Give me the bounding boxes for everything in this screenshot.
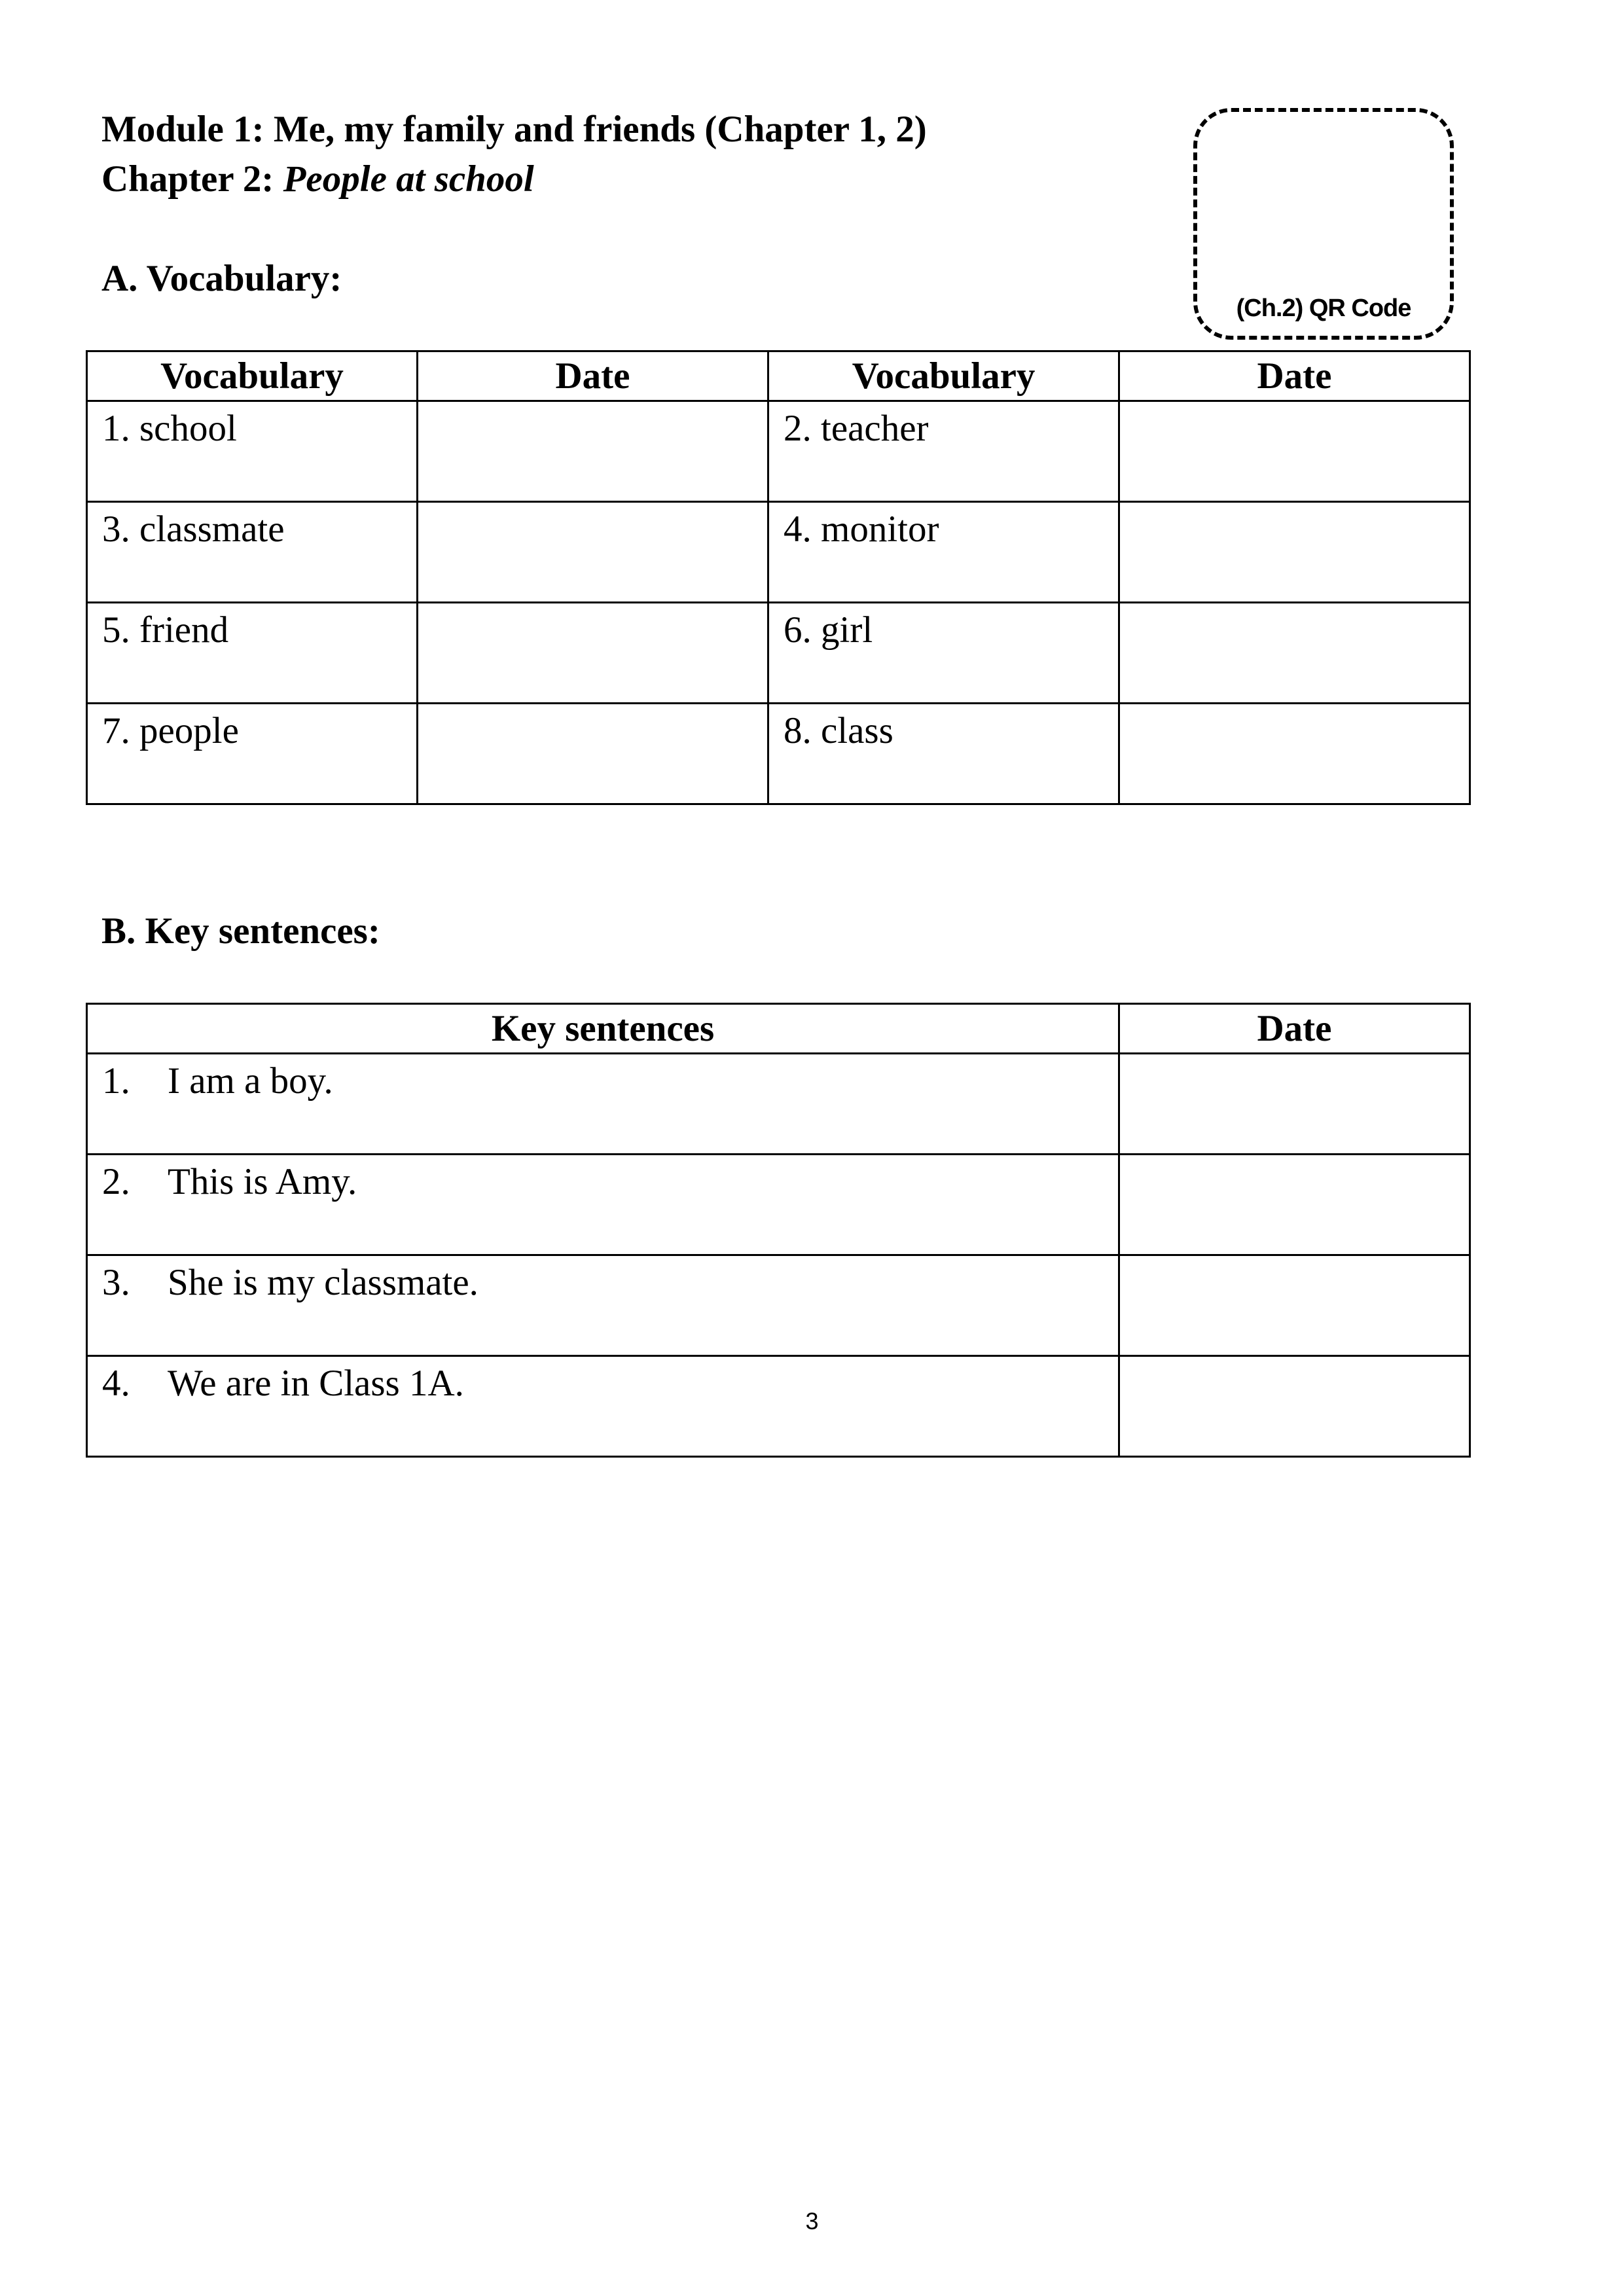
vocab-cell [87,502,418,603]
vocab-cell [768,704,1119,804]
vocab-word: 5. friend [102,609,229,651]
section-a-title: A. Vocabulary: [101,258,342,299]
chapter-name: People at school [283,158,534,200]
sentence-number: 4. [102,1363,130,1404]
date-cell[interactable] [1119,603,1470,704]
table-row [87,1054,1470,1155]
sentence-cell [87,1255,1119,1356]
table-row [87,704,1470,804]
sentence-number: 3. [102,1262,130,1303]
vocab-word: 3. classmate [102,509,285,550]
table-row [87,1356,1470,1457]
vocab-word: 6. girl [784,609,873,651]
vocab-cell [768,603,1119,704]
table-header-row [87,1004,1470,1054]
vocab-cell [87,704,418,804]
qr-code-placeholder [1193,108,1454,340]
sentence-text: This is Amy. [168,1161,357,1202]
header-vocabulary: Vocabulary [87,351,418,401]
sentence-text: We are in Class 1A. [168,1363,464,1404]
date-cell[interactable] [418,704,768,804]
table-row [87,1255,1470,1356]
chapter-title [101,154,534,204]
date-cell[interactable] [1119,704,1470,804]
table-row [87,502,1470,603]
date-cell[interactable] [1119,1356,1470,1457]
header-date: Date [1119,1004,1470,1054]
header-vocabulary: Vocabulary [768,351,1119,401]
sentence-text: She is my classmate. [168,1262,478,1303]
chapter-label: Chapter 2: [101,158,283,200]
vocab-cell [87,603,418,704]
section-b-title: B. Key sentences: [101,910,380,952]
date-cell[interactable] [1119,1155,1470,1255]
date-cell[interactable] [418,502,768,603]
date-cell[interactable] [418,401,768,502]
vocab-cell [87,401,418,502]
key-sentences-table [86,1003,1471,1458]
table-row [87,603,1470,704]
vocab-word: 2. teacher [784,408,929,449]
sentence-cell [87,1155,1119,1255]
sentence-text: I am a boy. [168,1060,333,1102]
header-date: Date [418,351,768,401]
header-key-sentences: Key sentences [87,1004,1119,1054]
vocab-cell [768,401,1119,502]
vocab-word: 7. people [102,710,239,751]
header-date: Date [1119,351,1470,401]
vocab-word: 1. school [102,408,237,449]
table-header-row [87,351,1470,401]
table-row [87,401,1470,502]
vocab-word: 4. monitor [784,509,939,550]
sentence-cell [87,1356,1119,1457]
date-cell[interactable] [1119,1054,1470,1155]
module-title: Module 1: Me, my family and friends (Chapter 1, 2) [101,109,927,150]
date-cell[interactable] [418,603,768,704]
date-cell[interactable] [1119,502,1470,603]
vocabulary-table [86,350,1471,805]
vocab-word: 8. class [784,710,893,751]
sentence-cell [87,1054,1119,1155]
qr-code-label: (Ch.2) QR Code [1236,295,1411,322]
vocab-cell [768,502,1119,603]
table-row [87,1155,1470,1255]
page-number: 3 [805,2208,819,2234]
sentence-number: 1. [102,1060,130,1102]
date-cell[interactable] [1119,1255,1470,1356]
sentence-number: 2. [102,1161,130,1202]
date-cell[interactable] [1119,401,1470,502]
